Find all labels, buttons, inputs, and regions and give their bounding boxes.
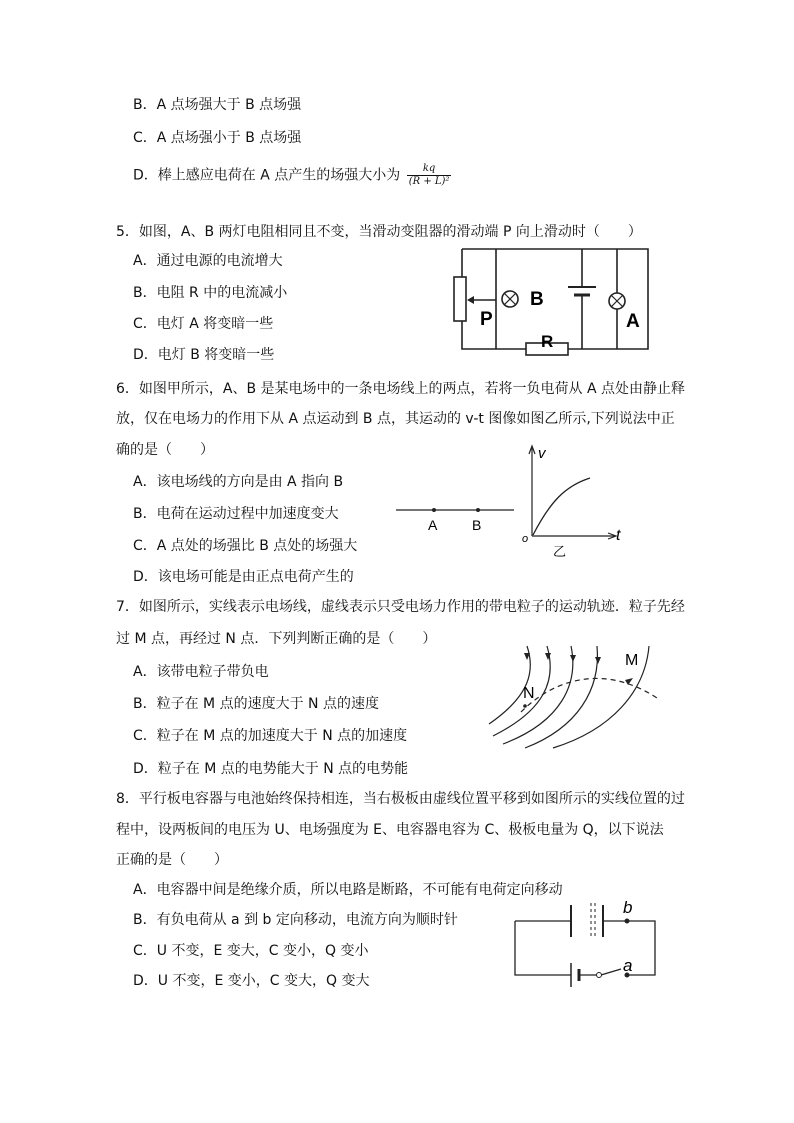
q5-option-b: B．电阻 R 中的电流减小: [133, 285, 288, 301]
q4-option-d: [133, 163, 451, 188]
q6-label-yi: 乙: [553, 544, 567, 559]
q7-option-b: B．粒子在 M 点的速度大于 N 点的速度: [133, 696, 379, 712]
q6-option-c: C．A 点处的场强比 B 点处的场强大: [133, 538, 358, 554]
q7-option-a: A．该带电粒子带负电: [133, 664, 269, 680]
q8-capacitor-circuit: [505, 895, 665, 995]
field-line: [525, 646, 597, 748]
q5-option-d: D．电灯 B 将变暗一些: [133, 347, 275, 363]
q6-option-a: A．该电场线的方向是由 A 指向 B: [133, 474, 344, 490]
q4-formula: [407, 163, 452, 188]
q7-stem-line-2: 过 M 点，再经过 N 点．下列判断正确的是（ ）: [116, 631, 437, 647]
q7-label-n: N: [523, 685, 535, 702]
q4-option-c: C．A 点场强小于 B 点场强: [133, 130, 302, 146]
q7-option-c: C．粒子在 M 点的加速度大于 N 点的加速度: [133, 728, 408, 744]
q5-label-b: B: [530, 289, 544, 310]
q5-option-a: A．通过电源的电流增大: [133, 253, 283, 269]
q6-stem-line-1: 6．如图甲所示，A、B 是某电场中的一条电场线上的两点，若将一负电荷从 A 点处由静止释: [116, 381, 686, 397]
q5-label-p: P: [480, 309, 493, 330]
q8-stem-line-2: 程中，设两板间的电压为 U、电场强度为 E、电容器电容为 C、极板电量为 Q，以下说法: [116, 822, 664, 838]
q6-stem-line-2: 放，仅在电场力的作用下从 A 点运动到 B 点，其运动的 v-t 图像如图乙所示,下列说法中正: [116, 411, 675, 427]
q6-label-v: v: [538, 445, 546, 462]
q6-label-origin: o: [522, 533, 529, 545]
rheostat-slider-arrow: [467, 296, 474, 304]
field-line: [503, 646, 573, 744]
q4-formula-denominator: (R + L)²: [408, 176, 450, 187]
q6-vt-curve: [533, 478, 590, 535]
q5-circuit-diagram: [450, 243, 660, 363]
q7-stem-line-1: 7．如图所示，实线表示电场线，虚线表示只受电场力作用的带电粒子的运动轨迹．粒子先经: [116, 599, 685, 615]
q6-figures: [390, 440, 640, 560]
q8-stem-line-1: 8．平行板电容器与电池始终保持相连，当右极板由虚线位置平移到如图所示的实线位置的过: [116, 791, 685, 807]
q7-label-m: M: [625, 652, 639, 669]
q5-stem: 5．如图，A、B 两灯电阻相同且不变，当滑动变阻器的滑动端 P 向上滑动时（ ）: [116, 224, 642, 240]
q8-option-b: B．有负电荷从 a 到 b 定向移动，电流方向为顺时针: [133, 912, 458, 928]
q5-option-c: C．电灯 A 将变暗一些: [133, 316, 274, 332]
q6-label-b: B: [472, 517, 482, 533]
q6-option-d: D．该电场可能是由正点电荷产生的: [133, 569, 354, 585]
q8-label-a: a: [623, 956, 633, 975]
q7-option-d: D．粒子在 M 点的电势能大于 N 点的电势能: [133, 761, 409, 777]
q8-label-b: b: [623, 898, 633, 917]
q4-option-d-text: D．棒上感应电荷在 A 点产生的场强大小为: [133, 167, 401, 184]
q8-option-d: D．U 不变，E 变小，C 变大，Q 变大: [133, 973, 370, 989]
q6-option-b: B．电荷在运动过程中加速度变大: [133, 506, 339, 522]
q6-label-t: t: [616, 527, 621, 544]
q5-label-r: R: [541, 332, 554, 351]
q8-stem-line-3: 正确的是（ ）: [116, 852, 228, 868]
q5-label-a: A: [626, 311, 640, 332]
q8-option-a: A．电容器中间是绝缘介质，所以电路是断路，不可能有电荷定向移动: [133, 882, 563, 898]
q4-formula-numerator: kq: [407, 163, 452, 176]
q8-option-c: C．U 不变，E 变大，C 变小，Q 变小: [133, 943, 369, 959]
q6-stem-line-3: 确的是（ ）: [116, 442, 214, 458]
q7-field-diagram: [485, 640, 665, 750]
q6-label-a: A: [428, 517, 438, 533]
q4-option-b: B．A 点场强大于 B 点场强: [133, 97, 302, 113]
